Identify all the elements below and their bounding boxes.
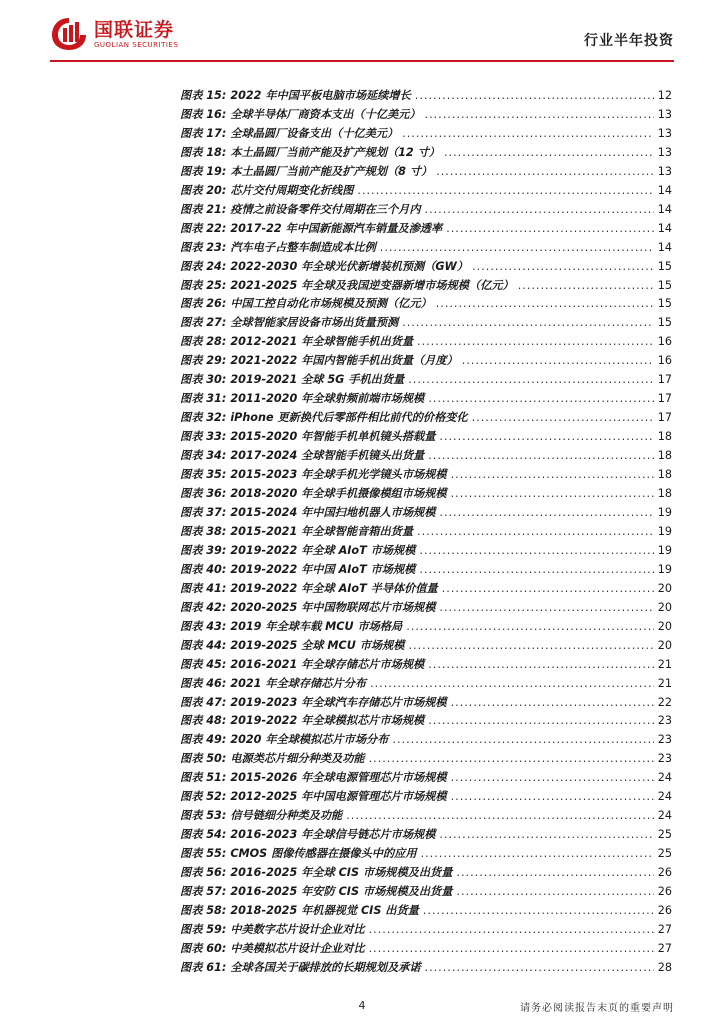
toc-dot-leader [472,260,654,273]
toc-entry-label: 图表 18: [180,145,227,159]
toc-entry-page: 18 [657,487,672,501]
toc-entry-title: 2019 年全球车载 MCU 市场格局 [230,619,403,633]
toc-entry-title: 2016-2025 年安防 CIS 市场规模及出货量 [230,885,453,899]
toc-dot-leader [442,582,654,595]
toc-entry-title: 2017-2024 全球智能手机镜头出货量 [230,449,425,463]
toc-entry[interactable] [180,504,672,523]
toc-entry-label: 图表 15: [180,89,227,102]
toc-entry-title: 2019-2021 全球 5G 手机出货量 [230,373,405,387]
toc-entry-label: 图表 59: [180,922,227,936]
toc-entry[interactable] [180,352,672,371]
toc-entry-title: 2019-2022 年全球模拟芯片市场规模 [230,714,425,728]
toc-entry-label: 图表 22: [180,221,227,235]
toc-dot-leader [369,752,654,765]
toc-dot-leader [439,506,653,519]
toc-dot-leader [451,468,654,481]
toc-entry-title: 2018-2025 年机器视觉 CIS 出货量 [230,903,419,917]
toc-entry-page: 17 [657,411,672,425]
toc-entry-label: 图表 38: [180,524,227,538]
toc-entry-label: 图表 33: [180,430,227,444]
toc-entry-title: 2017-22 年中国新能源汽车销量及渗透率 [230,221,443,235]
toc-entry-title: 2012-2021 年全球智能手机出货量 [230,335,414,349]
toc-entry-label: 图表 26: [180,297,227,311]
toc-entry-title: 2015-2021 年全球智能音箱出货量 [230,524,414,538]
toc-entry-page: 23 [657,752,672,766]
toc-entry-title: 2022-2030 年全球光伏新增装机预测（GW） [230,259,469,273]
toc-entry-page: 14 [657,240,672,254]
toc-entry-title: 2015-2024 年中国扫地机器人市场规模 [230,505,436,519]
toc-entry-title: 2015-2026 年全球电源管理芯片市场规模 [230,771,447,785]
toc-entry-label: 图表 53: [180,809,227,823]
toc-entry-title: 电源类芯片细分种类及功能 [230,752,365,766]
toc-entry-page: 19 [657,562,672,576]
toc-entry-page: 18 [657,449,672,463]
toc-entry-label: 图表 57: [180,885,227,899]
toc-entry-title: 2019-2025 全球 MCU 市场规模 [230,638,405,652]
toc-dot-leader [357,184,653,197]
toc-dot-leader [439,601,653,614]
toc-entry-label: 图表 34: [180,449,227,463]
toc-entry-label: 图表 20: [180,183,227,197]
toc-dot-leader [425,203,654,216]
toc-entry-label: 图表 47: [180,695,227,709]
toc-dot-leader [406,620,654,633]
toc-dot-leader [417,525,654,538]
toc-entry-title: 全球半导体厂商资本支出（十亿美元） [230,107,421,121]
toc-entry[interactable] [180,599,672,618]
toc-entry[interactable] [180,940,672,959]
toc-entry[interactable] [180,201,672,220]
toc-entry-label: 图表 37: [180,505,227,519]
toc-entry-page: 28 [657,960,672,974]
toc-entry[interactable] [180,523,672,542]
toc-entry[interactable] [180,125,672,144]
toc-entry-title: 2015-2023 年全球手机光学镜头市场规模 [230,468,447,482]
toc-entry-title: 中美模拟芯片设计企业对比 [230,941,365,955]
toc-entry-page: 17 [657,392,672,406]
toc-entry[interactable] [180,447,672,466]
toc-entry[interactable] [180,731,672,750]
table-of-figures [180,87,672,978]
toc-dot-leader [392,733,653,746]
toc-entry-page: 23 [657,733,672,747]
toc-entry-page: 24 [657,790,672,804]
toc-entry-label: 图表 39: [180,543,227,557]
toc-entry-label: 图表 17: [180,126,227,140]
toc-entry-title: CMOS 图像传感器在摄像头中的应用 [230,847,417,861]
toc-dot-leader [451,487,654,500]
toc-dot-leader [425,961,654,974]
toc-dot-leader [369,923,654,936]
toc-entry[interactable] [180,769,672,788]
toc-entry-title: 汽车电子占整车制造成本比例 [230,240,376,254]
toc-entry-label: 图表 30: [180,373,227,387]
toc-entry[interactable] [180,428,672,447]
toc-entry-page: 27 [657,922,672,936]
header-divider [50,60,674,62]
toc-entry-title: 2020-2025 年中国物联网芯片市场规模 [230,600,436,614]
toc-entry-label: 图表 32: [180,411,227,425]
toc-entry-label: 图表 56: [180,866,227,880]
toc-entry-label: 图表 28: [180,335,227,349]
toc-entry-title: 2020 年全球模拟芯片市场分布 [230,733,389,747]
toc-entry-label: 图表 31: [180,392,227,406]
toc-entry-label: 图表 46: [180,676,227,690]
toc-dot-leader [456,866,653,879]
toc-dot-leader [425,108,654,121]
toc-entry[interactable] [180,371,672,390]
toc-entry[interactable] [180,106,672,125]
toc-entry[interactable] [180,902,672,921]
toc-dot-leader [451,696,654,709]
toc-dot-leader [346,809,654,822]
toc-entry-label: 图表 49: [180,733,227,747]
toc-entry[interactable] [180,807,672,826]
toc-entry-label: 图表 58: [180,903,227,917]
toc-entry[interactable] [180,959,672,978]
toc-entry-label: 图表 52: [180,790,227,804]
toc-entry[interactable] [180,258,672,277]
toc-entry[interactable] [180,542,672,561]
toc-entry-label: 图表 16: [180,107,227,121]
toc-dot-leader [428,449,654,462]
toc-entry-page: 19 [657,524,672,538]
toc-entry-page: 21 [657,657,672,671]
toc-dot-leader [451,790,654,803]
toc-entry[interactable] [180,87,672,106]
toc-dot-leader [419,563,653,576]
toc-entry[interactable] [180,220,672,239]
toc-entry-page: 20 [657,638,672,652]
toc-dot-leader [369,942,654,955]
toc-dot-leader [439,828,653,841]
toc-entry-label: 图表 40: [180,562,227,576]
toc-entry-page: 16 [657,354,672,368]
toc-entry[interactable] [180,466,672,485]
toc-entry[interactable] [180,182,672,201]
toc-entry-title: 2018-2020 年全球手机摄像模组市场规模 [230,487,447,501]
toc-dot-leader [451,771,654,784]
toc-dot-leader [423,904,654,917]
toc-entry-page: 18 [657,430,672,444]
toc-entry-label: 图表 41: [180,581,227,595]
toc-dot-leader [446,222,654,235]
toc-entry-title: 2015-2020 年智能手机单机镜头搭载量 [230,430,436,444]
toc-entry-page: 19 [657,505,672,519]
toc-dot-leader [472,411,654,424]
toc-entry[interactable] [180,921,672,940]
toc-dot-leader [402,316,654,329]
toc-entry-page: 14 [657,221,672,235]
toc-entry-title: 芯片交付周期变化折线图 [230,183,354,197]
toc-entry-page: 15 [657,316,672,330]
toc-entry[interactable] [180,788,672,807]
toc-entry-page: 20 [657,581,672,595]
toc-entry-page: 24 [657,809,672,823]
toc-entry-label: 图表 24: [180,259,227,273]
toc-entry-page: 23 [657,714,672,728]
toc-entry-title: 信号链细分种类及功能 [230,809,343,823]
toc-entry-label: 图表 29: [180,354,227,368]
toc-entry-title: 2021-2025 年全球及我国逆变器新增市场规模（亿元） [230,278,514,292]
toc-entry[interactable] [180,144,672,163]
toc-entry-label: 图表 48: [180,714,227,728]
report-type-label: 行业半年投资 [584,33,674,49]
toc-entry-title: 2012-2025 年中国电源管理芯片市场规模 [230,790,447,804]
toc-entry[interactable] [180,295,672,314]
toc-entry[interactable] [180,637,672,656]
toc-entry-page: 15 [657,297,672,311]
toc-entry-title: 2019-2022 年中国 AIoT 市场规模 [230,562,416,576]
company-logo [50,16,178,52]
toc-entry[interactable] [180,675,672,694]
toc-entry-title: 本土晶圆厂当前产能及扩产规划（8 寸） [230,164,433,178]
toc-entry-page: 14 [657,202,672,216]
toc-dot-leader [408,639,653,652]
toc-entry-title: 本土晶圆厂当前产能及扩产规划（12 寸） [230,145,440,159]
toc-entry[interactable] [180,314,672,333]
toc-dot-leader [428,392,654,405]
toc-entry[interactable] [180,883,672,902]
toc-entry[interactable] [180,845,672,864]
toc-entry-page: 25 [657,847,672,861]
toc-entry[interactable] [180,409,672,428]
page-header [0,0,724,62]
toc-entry-label: 图表 61: [180,960,227,974]
toc-entry-page: 18 [657,468,672,482]
toc-entry-label: 图表 35: [180,468,227,482]
toc-entry-label: 图表 19: [180,164,227,178]
toc-entry-title: 全球晶圆厂设备支出（十亿美元） [230,126,399,140]
toc-entry-label: 图表 51: [180,771,227,785]
toc-entry-title: 全球各国关于碳排放的长期规划及承诺 [230,960,421,974]
toc-dot-leader [415,89,654,102]
toc-entry-title: 2016-2021 年全球存储芯片市场规模 [230,657,425,671]
toc-entry-page: 13 [657,107,672,121]
toc-entry-page: 26 [657,885,672,899]
page-number: 4 [358,999,366,1012]
toc-entry-title: 2016-2023 年全球信号链芯片市场规模 [230,828,436,842]
toc-entry-page: 26 [657,866,672,880]
toc-entry-page: 15 [657,278,672,292]
toc-entry-label: 图表 60: [180,941,227,955]
footer-disclaimer: 请务必阅读报告末页的重要声明 [520,1003,674,1014]
toc-entry[interactable] [180,277,672,296]
toc-dot-leader [402,127,654,140]
toc-entry-page: 13 [657,145,672,159]
toc-entry-page: 13 [657,164,672,178]
toc-entry[interactable] [180,656,672,675]
toc-entry-page: 12 [657,89,672,102]
toc-entry[interactable] [180,163,672,182]
toc-dot-leader [408,373,654,386]
toc-dot-leader [436,165,654,178]
toc-entry-label: 图表 21: [180,202,227,216]
toc-dot-leader [380,241,654,254]
toc-dot-leader [462,354,654,367]
logo-chinese-name: 国联证券 [94,18,175,41]
toc-entry-title: 2021 年全球存储芯片分布 [230,676,367,690]
toc-entry[interactable] [180,694,672,713]
toc-entry-page: 25 [657,828,672,842]
toc-dot-leader [419,544,653,557]
toc-entry-label: 图表 25: [180,278,227,292]
toc-entry-title: 2021-2022 年国内智能手机出货量（月度） [230,354,458,368]
toc-entry[interactable] [180,239,672,258]
toc-dot-leader [421,847,654,860]
toc-entry-label: 图表 55: [180,847,227,861]
toc-entry-label: 图表 45: [180,657,227,671]
toc-entry-title: 2019-2022 年全球 AIoT 半导体价值量 [230,581,438,595]
toc-entry[interactable] [180,712,672,731]
toc-entry[interactable] [180,750,672,769]
toc-entry-title: 中美数字芯片设计企业对比 [230,922,365,936]
toc-entry-page: 26 [657,903,672,917]
toc-entry-page: 21 [657,676,672,690]
toc-entry[interactable] [180,561,672,580]
toc-entry-page: 13 [657,126,672,140]
toc-entry[interactable] [180,618,672,637]
toc-dot-leader [370,677,654,690]
toc-entry-title: 中国工控自动化市场规模及预测（亿元） [230,297,432,311]
toc-entry-label: 图表 50: [180,752,227,766]
toc-entry-title: 2022 年中国平板电脑市场延续增长 [230,89,411,102]
toc-entry-label: 图表 27: [180,316,227,330]
toc-entry-page: 19 [657,543,672,557]
toc-entry[interactable] [180,580,672,599]
toc-entry[interactable] [180,333,672,352]
toc-entry[interactable] [180,864,672,883]
toc-entry-page: 14 [657,183,672,197]
toc-dot-leader [417,335,654,348]
logo-english-name: GUOLIAN SECURITIES [94,40,179,49]
toc-dot-leader [456,885,653,898]
toc-entry-label: 图表 23: [180,240,227,254]
toc-entry[interactable] [180,485,672,504]
toc-entry-label: 图表 54: [180,828,227,842]
toc-dot-leader [444,146,654,159]
toc-entry-title: 2016-2025 年全球 CIS 市场规模及出货量 [230,866,453,880]
toc-entry-title: 疫情之前设备零件交付周期在三个月内 [230,202,421,216]
toc-entry-page: 15 [657,259,672,273]
toc-entry-title: 2019-2022 年全球 AIoT 市场规模 [230,543,416,557]
toc-entry-label: 图表 43: [180,619,227,633]
logo-mark-icon [50,16,88,52]
toc-entry-title: 全球智能家居设备市场出货量预测 [230,316,399,330]
toc-dot-leader [436,297,654,310]
toc-entry-label: 图表 42: [180,600,227,614]
toc-entry-page: 20 [657,619,672,633]
toc-entry-page: 17 [657,373,672,387]
toc-entry[interactable] [180,826,672,845]
toc-entry-page: 27 [657,941,672,955]
toc-entry-label: 图表 36: [180,487,227,501]
toc-dot-leader [518,279,654,292]
toc-entry-title: 2011-2020 年全球射频前端市场规模 [230,392,425,406]
toc-entry-title: iPhone 更新换代后零部件相比前代的价格变化 [230,411,468,425]
toc-dot-leader [439,430,653,443]
toc-entry[interactable] [180,390,672,409]
toc-dot-leader [428,714,654,727]
toc-entry-title: 2019-2023 年全球汽车存储芯片市场规模 [230,695,447,709]
toc-entry-page: 22 [657,695,672,709]
toc-entry-page: 20 [657,600,672,614]
toc-entry-label: 图表 44: [180,638,227,652]
toc-entry-page: 16 [657,335,672,349]
toc-dot-leader [428,658,654,671]
toc-entry-page: 24 [657,771,672,785]
